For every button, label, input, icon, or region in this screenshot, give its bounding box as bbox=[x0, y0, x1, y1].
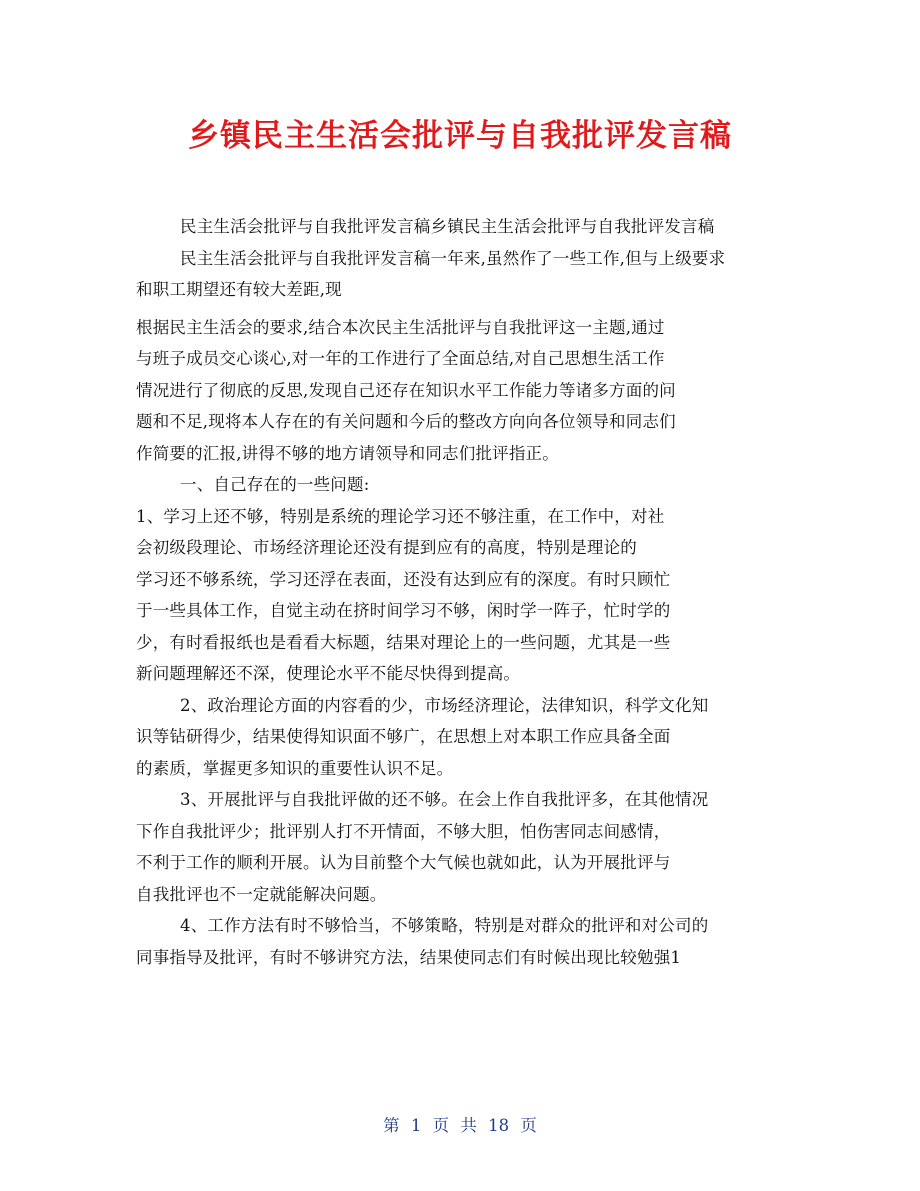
paragraph-line: 1、学习上还不够，特别是系统的理论学习还不够注重，在工作中，对社 bbox=[136, 506, 665, 526]
section-heading: 一、自己存在的一些问题: bbox=[180, 475, 370, 494]
paragraph-line: 情况进行了彻底的反思,发现自己还存在知识水平工作能力等诸多方面的问 bbox=[136, 380, 676, 400]
paragraph-line: 民主生活会批评与自我批评发言稿一年来,虽然作了一些工作,但与上级要求 bbox=[180, 248, 726, 268]
paragraph-line: 作简要的汇报,讲得不够的地方请领导和同志们批评指正。 bbox=[136, 443, 559, 463]
paragraph-line: 4、工作方法有时不够恰当，不够策略，特别是对群众的批评和对公司的 bbox=[180, 916, 709, 935]
document-body bbox=[136, 211, 796, 973]
paragraph-line: 3、开展批评与自我批评做的还不够。在会上作自我批评多，在其他情况 bbox=[180, 790, 709, 809]
paragraph-line: 根据民主生活会的要求,结合本次民主生活批评与自我批评这一主题,通过 bbox=[136, 317, 665, 337]
paragraph-line: 与班子成员交心谈心,对一年的工作进行了全面总结,对自己思想生活工作 bbox=[136, 349, 665, 368]
paragraph-line: 会初级段理论、市场经济理论还没有提到应有的高度，特别是理论的 bbox=[136, 538, 637, 557]
paragraph-line: 学习还不够系统，学习还浮在表面，还没有达到应有的深度。有时只顾忙 bbox=[136, 569, 671, 589]
paragraph-line: 自我批评也不一定就能解决问题。 bbox=[136, 884, 387, 904]
paragraph-line: 下作自我批评少；批评别人打不开情面，不够大胆，怕伤害同志间感情， bbox=[136, 821, 671, 841]
paragraph-line: 和职工期望还有较大差距,现 bbox=[136, 280, 342, 299]
paragraph-line: 新问题理解还不深，使理论水平不能尽快得到提高。 bbox=[136, 664, 521, 683]
paragraph-line: 不利于工作的顺利开展。认为目前整个大气候也就如此，认为开展批评与 bbox=[136, 853, 671, 872]
paragraph-line: 同事指导及批评，有时不够讲究方法，结果使同志们有时候出现比较勉强1 bbox=[136, 947, 682, 967]
document-title: 乡镇民主生活会批评与自我批评发言稿 bbox=[188, 118, 732, 154]
paragraph-line: 的素质，掌握更多知识的重要性认识不足。 bbox=[136, 758, 454, 778]
page-number-footer: 第 1 页 共 18 页 bbox=[383, 1116, 537, 1135]
paragraph-line: 民主生活会批评与自我批评发言稿乡镇民主生活会批评与自我批评发言稿 bbox=[180, 217, 715, 236]
paragraph-line: 识等钻研得少，结果使得知识面不够广，在思想上对本职工作应具备全面 bbox=[136, 727, 671, 746]
paragraph-line: 少，有时看报纸也是看看大标题，结果对理论上的一些问题，尤其是一些 bbox=[136, 632, 671, 652]
paragraph-line: 于一些具体工作，自觉主动在挤时间学习不够，闲时学一阵子，忙时学的 bbox=[136, 601, 671, 620]
paragraph-line: 题和不足,现将本人存在的有关问题和今后的整改方向向各位领导和同志们 bbox=[136, 412, 676, 431]
paragraph-line: 2、政治理论方面的内容看的少，市场经济理论，法律知识，科学文化知 bbox=[180, 695, 709, 715]
